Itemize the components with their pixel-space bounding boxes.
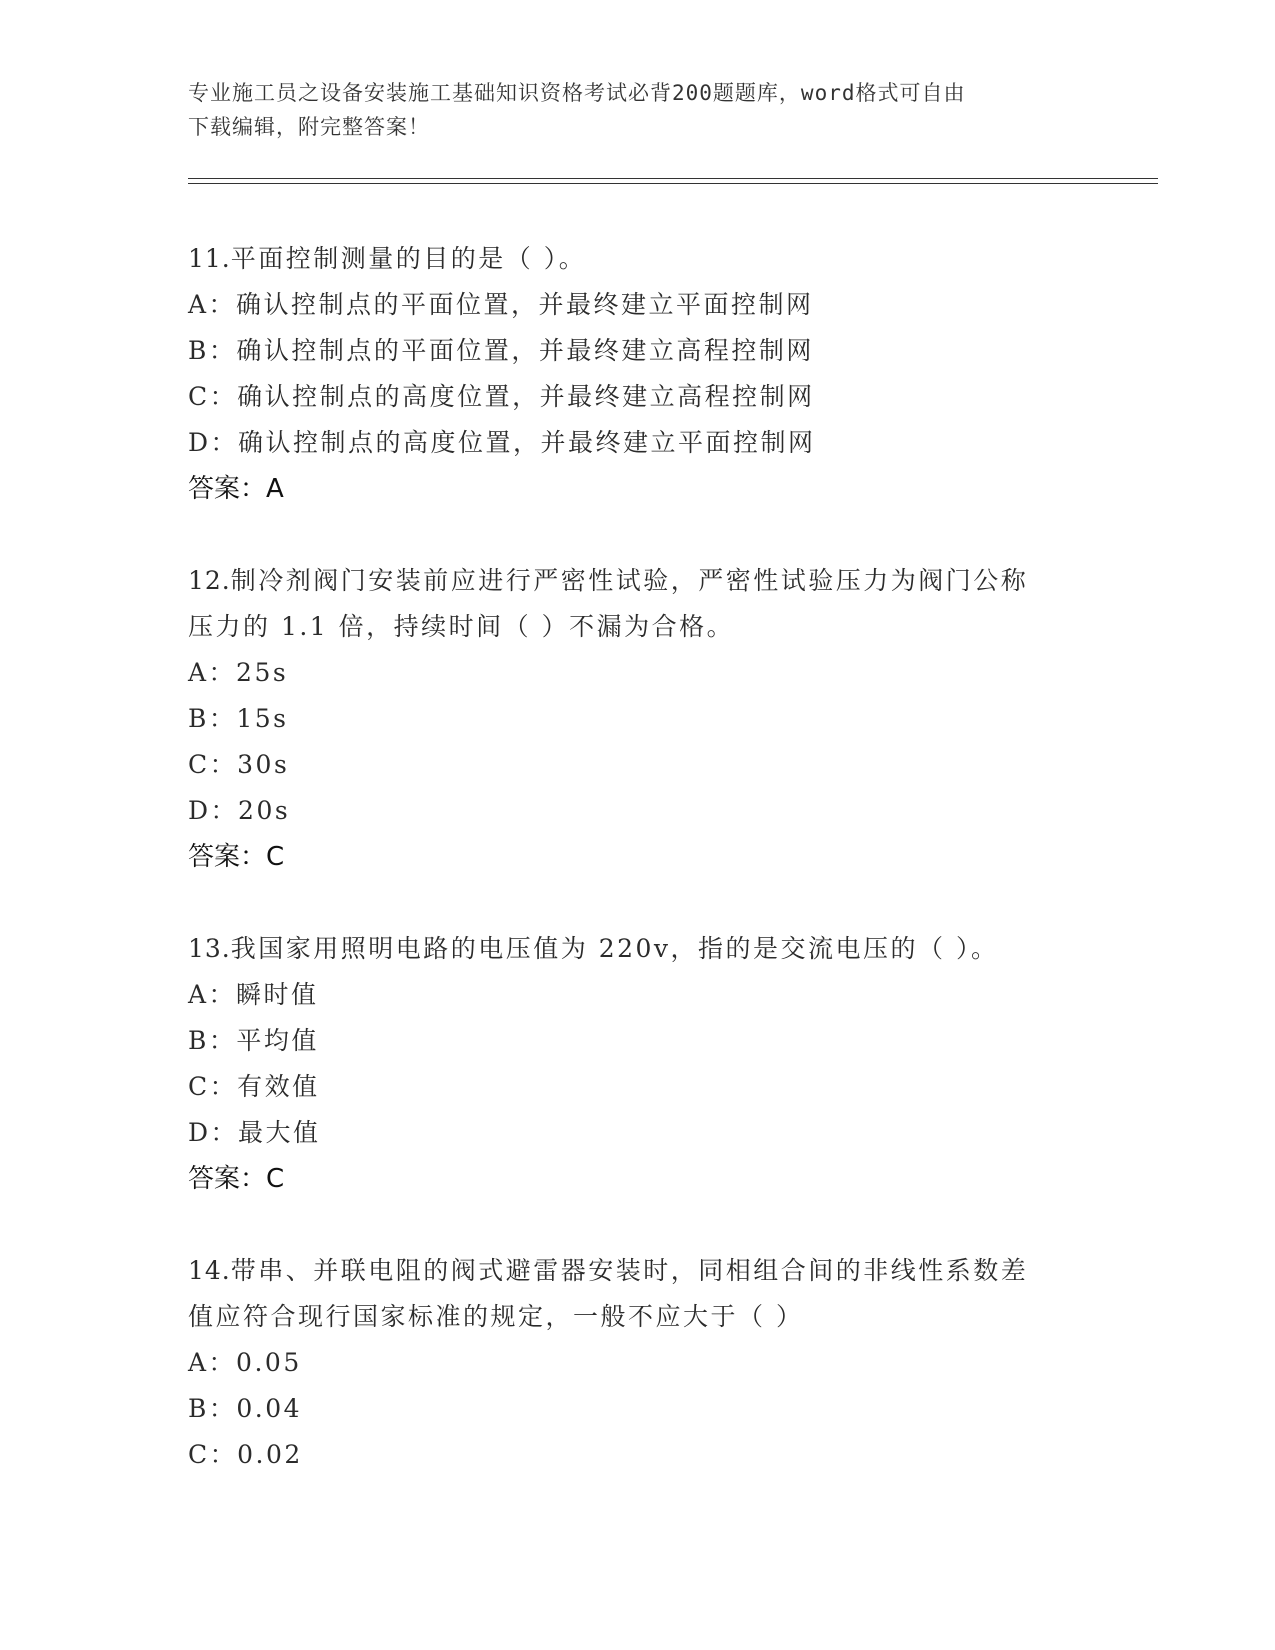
- question-block: [188, 236, 1088, 512]
- question-stem: [188, 926, 1088, 972]
- answer-option: C：确认控制点的高度位置，并最终建立高程控制网: [188, 382, 815, 411]
- question-text: 带串、并联电阻的阀式避雷器安装时，同相组合间的非线性系数差: [230, 1256, 1029, 1285]
- answer-option: A：确认控制点的平面位置，并最终建立平面控制网: [188, 290, 814, 319]
- answer-option: C：0.02: [188, 1440, 303, 1469]
- question-text: 值应符合现行国家标准的规定，一般不应大于（ ）: [188, 1302, 804, 1331]
- answer-option: B：15s: [188, 704, 289, 733]
- answer-label: 答案：: [188, 842, 267, 872]
- answer-option: A：0.05: [188, 1348, 302, 1377]
- question-stem-continued: [188, 604, 1088, 650]
- question-stem-continued: [188, 1294, 1088, 1340]
- question-number: 13.: [188, 934, 231, 963]
- answer-option: A：瞬时值: [188, 980, 319, 1009]
- question-block: [188, 1248, 1088, 1478]
- question-text: 制冷剂阀门安装前应进行严密性试验，严密性试验压力为阀门公称: [230, 566, 1029, 595]
- answer-option: B：确认控制点的平面位置，并最终建立高程控制网: [188, 336, 814, 365]
- answer-key: [188, 1156, 1088, 1202]
- answer-option: D：确认控制点的高度位置，并最终建立平面控制网: [188, 428, 816, 457]
- answer-value: C: [266, 842, 285, 872]
- header-divider-top: [188, 178, 1158, 179]
- question-text: 我国家用照明电路的电压值为 220v，指的是交流电压的（ ）。: [230, 934, 999, 963]
- question-stem: [188, 1248, 1088, 1294]
- answer-option: B：平均值: [188, 1026, 319, 1055]
- answer-option: B：0.04: [188, 1394, 303, 1423]
- answer-value: A: [266, 474, 284, 504]
- answer-option: C：有效值: [188, 1072, 320, 1101]
- question-text: 压力的 1.1 倍，持续时间（ ）不漏为合格。: [188, 612, 735, 641]
- question-block: [188, 926, 1088, 1202]
- answer-option: A：25s: [188, 658, 289, 687]
- header-line-1: 专业施工员之设备安装施工基础知识资格考试必背200题题库，word格式可自由: [188, 81, 966, 105]
- answer-key: [188, 466, 1088, 512]
- question-number: 14.: [188, 1256, 231, 1285]
- question-text: 平面控制测量的目的是（ ）。: [230, 244, 587, 273]
- answer-option: D：20s: [188, 796, 291, 825]
- answer-option: D：最大值: [188, 1118, 321, 1147]
- header-divider-bottom: [188, 183, 1158, 184]
- answer-label: 答案：: [188, 1164, 267, 1194]
- document-header: [188, 76, 1088, 144]
- question-block: [188, 558, 1088, 880]
- answer-option: C：30s: [188, 750, 290, 779]
- question-stem: [188, 558, 1088, 604]
- question-list: [188, 236, 1088, 1524]
- question-number: 11.: [188, 244, 231, 273]
- question-stem: [188, 236, 1088, 282]
- answer-label: 答案：: [188, 474, 267, 504]
- answer-value: C: [266, 1164, 285, 1194]
- answer-key: [188, 834, 1088, 880]
- question-number: 12.: [188, 566, 231, 595]
- header-line-2: 下载编辑，附完整答案！: [188, 115, 430, 139]
